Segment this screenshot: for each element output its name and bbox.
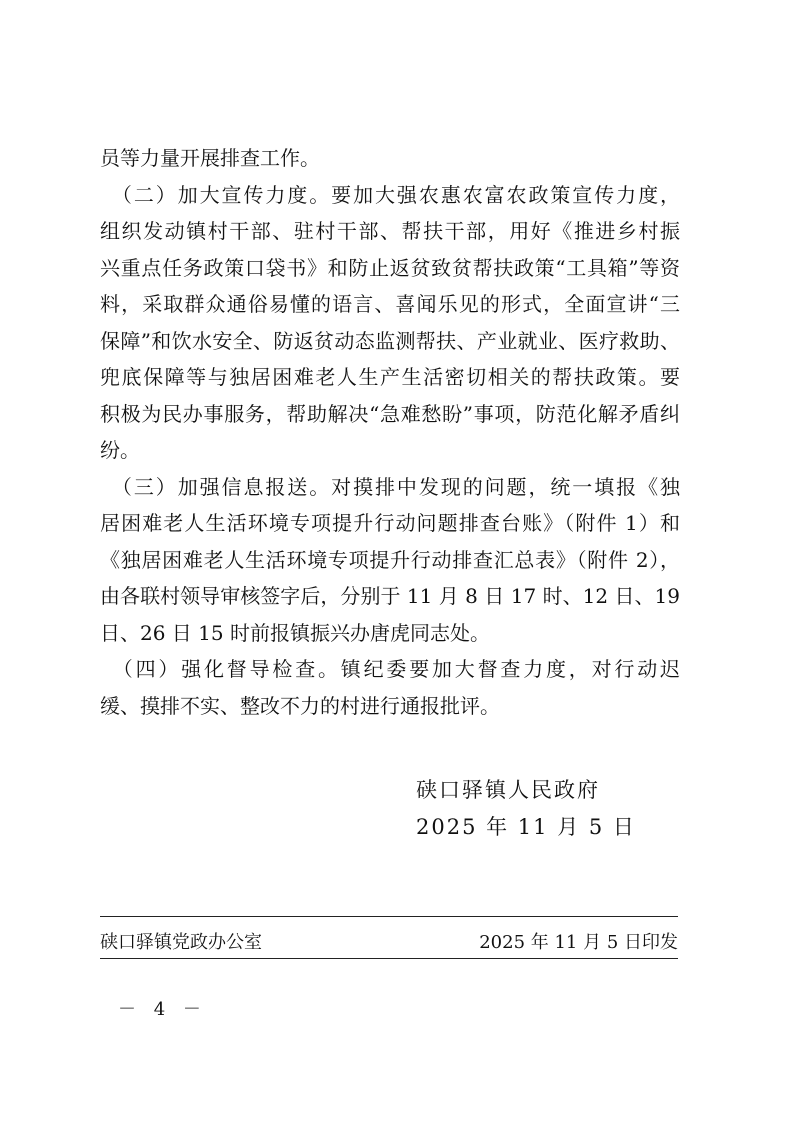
page-number: － 4 － [118,999,207,1020]
text-line: 兴重点任务政策口袋书》和防止返贫致贫帮扶政策“工具箱”等资 [100,255,680,280]
text-line: （四）强化督导检查。镇纪委要加大督查力度，对行动迟 [100,657,680,681]
signature-date: 2025 年 11 月 5 日 [416,815,636,839]
text-line: （三）加强信息报送。对摸排中发现的问题，统一填报《独 [100,474,680,499]
text-line: 料，采取群众通俗易懂的语言、喜闻乐见的形式，全面宣讲“三 [100,292,680,316]
footer-top-rule [100,916,678,917]
text-line: 员等力量开展排查工作。 [100,146,320,170]
document-body [100,140,680,724]
text-line: （二）加大宣传力度。要加大强农惠农富农政策宣传力度， [100,182,680,207]
text-line: 居困难老人生活环境专项提升行动问题排查台账》（附件 1）和 [100,511,680,535]
text-line: 日、26 日 15 时前报镇振兴办唐虎同志处。 [100,620,490,645]
text-line: 组织发动镇村干部、驻村干部、帮扶干部，用好《推进乡村振 [100,219,680,243]
text-line: 缓、摸排不实、整改不力的村进行通报批评。 [100,693,500,718]
signature-org: 硖口驿镇人民政府 [416,778,600,802]
text-line: 兜底保障等与独居困难老人生产生活密切相关的帮扶政策。要 [100,365,680,389]
footer-date: 2025 年 11 月 5 日印发 [479,932,678,953]
paragraph [100,177,680,469]
paragraph [100,140,680,177]
text-line: 《独居困难老人生活环境专项提升行动排查汇总表》（附件 2）， [100,547,680,572]
text-line: 积极为民办事服务，帮助解决“急难愁盼”事项，防范化解矛盾纠 [100,401,680,426]
paragraph [100,469,680,652]
footer-bottom-rule [100,958,678,959]
footer-issuer: 硖口驿镇党政办公室 [100,932,262,953]
text-line: 保障”和饮水安全、防返贫动态监测帮扶、产业就业、医疗救助、 [100,328,680,353]
text-line: 纷。 [100,438,140,462]
text-line: 由各联村领导审核签字后，分别于 11 月 8 日 17 时、12 日、19 [100,584,680,608]
paragraph [100,651,680,724]
